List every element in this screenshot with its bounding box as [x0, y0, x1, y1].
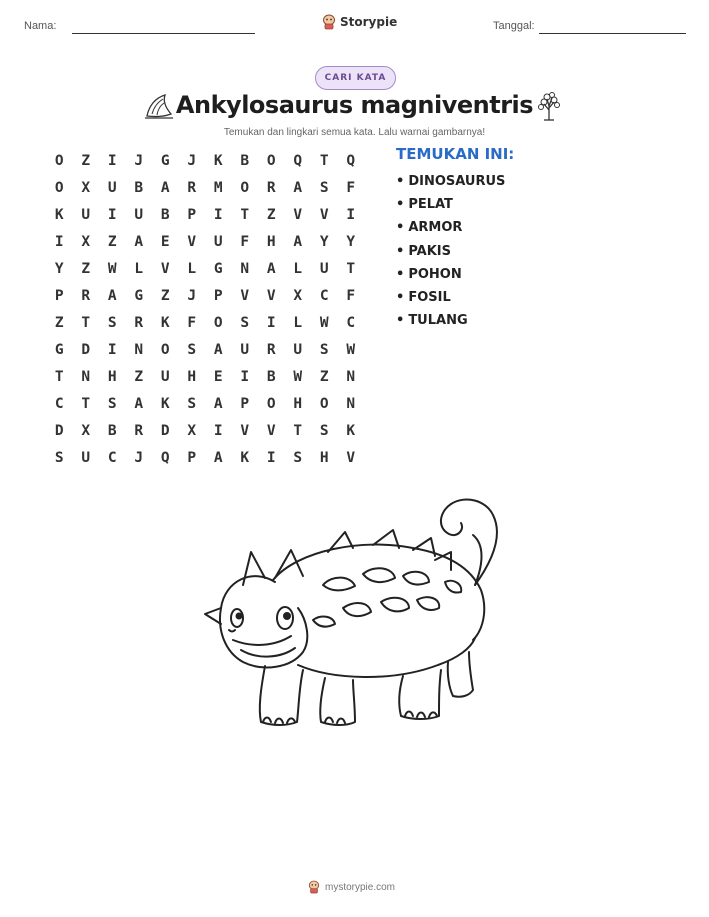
grid-cell: E [213, 368, 223, 385]
grid-cell: U [160, 368, 170, 385]
grid-cell: Z [319, 368, 329, 385]
grid-cell: L [293, 314, 303, 331]
grid-cell: V [293, 206, 303, 223]
word-text: ARMOR [408, 220, 463, 236]
grid-cell: A [134, 395, 144, 412]
grid-cell: C [54, 395, 64, 412]
bullet: • [396, 313, 405, 329]
grid-cell: K [240, 449, 250, 466]
grid-cell: A [213, 395, 223, 412]
bullet: • [396, 290, 405, 306]
grid-cell: S [319, 179, 329, 196]
grid-cell: S [187, 395, 197, 412]
word-list-item [396, 216, 505, 239]
grid-cell: F [346, 179, 356, 196]
grid-cell: F [240, 233, 250, 250]
grid-cell: V [319, 206, 329, 223]
storypie-logo-icon [308, 880, 320, 894]
grid-row [46, 309, 364, 336]
name-line [72, 33, 255, 34]
grid-cell: X [81, 233, 91, 250]
grid-cell: P [54, 287, 64, 304]
brand [322, 14, 397, 30]
word-text: TULANG [408, 313, 468, 329]
grid-cell: A [107, 287, 117, 304]
grid-cell: H [107, 368, 117, 385]
grid-cell: L [134, 260, 144, 277]
grid-cell: O [240, 179, 250, 196]
word-list-item [396, 170, 505, 193]
grid-cell: G [160, 152, 170, 169]
word-list-item [396, 286, 505, 309]
grid-cell: B [160, 206, 170, 223]
grid-cell: D [54, 422, 64, 439]
grid-cell: Z [160, 287, 170, 304]
grid-cell: I [54, 233, 64, 250]
grid-row [46, 201, 364, 228]
grid-cell: N [240, 260, 250, 277]
grid-cell: H [293, 395, 303, 412]
grid-cell: R [266, 341, 276, 358]
grid-cell: A [266, 260, 276, 277]
grid-cell: T [81, 395, 91, 412]
grid-cell: U [81, 449, 91, 466]
grid-cell: R [134, 314, 144, 331]
page-title: Ankylosaurus magniventris [175, 91, 534, 119]
grid-cell: R [187, 179, 197, 196]
grid-cell: W [319, 314, 329, 331]
grid-cell: Z [134, 368, 144, 385]
grid-cell: N [134, 341, 144, 358]
grid-cell: Z [107, 233, 117, 250]
grid-cell: A [134, 233, 144, 250]
grid-cell: J [187, 152, 197, 169]
word-text: POHON [408, 266, 462, 282]
grid-cell: I [107, 206, 117, 223]
grid-row [46, 228, 364, 255]
grid-cell: P [213, 287, 223, 304]
word-search-grid [46, 147, 364, 471]
grid-cell: Z [81, 260, 91, 277]
word-list-title: TEMUKAN INI: [396, 145, 515, 163]
date-label: Tanggal: [493, 20, 535, 32]
instructions: Temukan dan lingkari semua kata. Lalu warnai gambarnya! [223, 127, 486, 138]
grid-cell: I [107, 341, 117, 358]
grid-cell: G [54, 341, 64, 358]
grid-cell: Q [346, 152, 356, 169]
grid-row [46, 147, 364, 174]
date-line [539, 33, 686, 34]
grid-cell: K [54, 206, 64, 223]
grid-cell: Y [54, 260, 64, 277]
grid-cell: T [346, 260, 356, 277]
grid-cell: O [213, 314, 223, 331]
grid-cell: X [81, 422, 91, 439]
word-text: DINOSAURUS [408, 174, 506, 190]
grid-cell: K [213, 152, 223, 169]
grid-cell: N [81, 368, 91, 385]
grid-cell: J [134, 449, 144, 466]
grid-cell: N [346, 368, 356, 385]
grid-cell: O [160, 341, 170, 358]
grid-cell: A [293, 233, 303, 250]
grid-cell: S [187, 341, 197, 358]
grid-cell: N [346, 395, 356, 412]
grid-cell: U [107, 179, 117, 196]
footer-url: mystorypie.com [325, 881, 396, 893]
grid-cell: O [54, 152, 64, 169]
grid-cell: I [346, 206, 356, 223]
storypie-logo-icon [322, 14, 336, 30]
grid-cell: K [160, 395, 170, 412]
grid-cell: P [240, 395, 250, 412]
grid-row [46, 336, 364, 363]
tree-icon [535, 90, 563, 122]
grid-cell: K [160, 314, 170, 331]
grid-cell: U [213, 233, 223, 250]
grid-cell: S [107, 395, 117, 412]
grid-cell: X [293, 287, 303, 304]
grid-cell: Z [54, 314, 64, 331]
grid-cell: Y [319, 233, 329, 250]
grid-cell: F [187, 314, 197, 331]
grid-cell: V [187, 233, 197, 250]
word-text: PELAT [408, 197, 453, 213]
grid-cell: S [54, 449, 64, 466]
grid-cell: U [240, 341, 250, 358]
grid-cell: B [266, 368, 276, 385]
grid-cell: P [187, 449, 197, 466]
grid-cell: G [213, 260, 223, 277]
grid-cell: L [293, 260, 303, 277]
grid-cell: P [187, 206, 197, 223]
word-list-item [396, 193, 505, 216]
grid-cell: O [266, 152, 276, 169]
grid-cell: C [319, 287, 329, 304]
grid-cell: U [81, 206, 91, 223]
grid-cell: S [293, 449, 303, 466]
grid-cell: S [319, 422, 329, 439]
grid-cell: V [346, 449, 356, 466]
bullet: • [396, 220, 405, 236]
bullet: • [396, 197, 405, 213]
grid-cell: B [240, 152, 250, 169]
grid-cell: I [266, 449, 276, 466]
grid-row [46, 255, 364, 282]
grid-cell: A [293, 179, 303, 196]
grid-row [46, 444, 364, 471]
grid-cell: X [81, 179, 91, 196]
grid-cell: V [240, 422, 250, 439]
grid-cell: I [213, 422, 223, 439]
grid-cell: S [107, 314, 117, 331]
name-label: Nama: [24, 20, 57, 32]
grid-cell: H [187, 368, 197, 385]
grid-cell: V [266, 422, 276, 439]
grid-cell: C [346, 314, 356, 331]
grid-cell: G [134, 287, 144, 304]
grid-row [46, 282, 364, 309]
word-list-item [396, 263, 505, 286]
grid-cell: O [319, 395, 329, 412]
grid-cell: J [134, 152, 144, 169]
grid-row [46, 417, 364, 444]
grid-cell: I [240, 368, 250, 385]
grid-cell: V [266, 287, 276, 304]
grid-cell: S [319, 341, 329, 358]
bullet: • [396, 174, 405, 190]
grid-cell: A [160, 179, 170, 196]
word-list [396, 170, 505, 332]
grid-cell: T [293, 422, 303, 439]
grid-cell: W [293, 368, 303, 385]
grid-cell: U [293, 341, 303, 358]
grid-cell: U [319, 260, 329, 277]
ankylosaurus-illustration [203, 490, 508, 735]
grid-cell: J [187, 287, 197, 304]
grid-cell: C [107, 449, 117, 466]
word-text: FOSIL [408, 290, 451, 306]
grid-cell: M [213, 179, 223, 196]
grid-cell: V [160, 260, 170, 277]
grid-cell: D [81, 341, 91, 358]
grid-cell: T [81, 314, 91, 331]
grid-cell: E [160, 233, 170, 250]
grid-cell: R [81, 287, 91, 304]
grid-cell: T [54, 368, 64, 385]
activity-badge: CARI KATA [315, 66, 396, 90]
grid-cell: B [134, 179, 144, 196]
grid-cell: L [187, 260, 197, 277]
grid-cell: Y [346, 233, 356, 250]
footer [308, 880, 395, 894]
grid-cell: I [266, 314, 276, 331]
grid-row [46, 363, 364, 390]
grid-cell: H [266, 233, 276, 250]
bullet: • [396, 243, 405, 259]
grid-row [46, 174, 364, 201]
grid-cell: W [346, 341, 356, 358]
grid-cell: R [134, 422, 144, 439]
bullet: • [396, 266, 405, 282]
grid-cell: Z [81, 152, 91, 169]
grid-cell: Q [160, 449, 170, 466]
grid-cell: H [319, 449, 329, 466]
grid-cell: O [54, 179, 64, 196]
word-list-item [396, 309, 505, 332]
word-list-item [396, 240, 505, 263]
grid-cell: A [213, 449, 223, 466]
grid-cell: O [266, 395, 276, 412]
grid-cell: S [240, 314, 250, 331]
grid-cell: T [240, 206, 250, 223]
grid-cell: R [266, 179, 276, 196]
grid-cell: V [240, 287, 250, 304]
grid-cell: K [346, 422, 356, 439]
word-text: PAKIS [408, 243, 451, 259]
grid-cell: T [319, 152, 329, 169]
grid-cell: X [187, 422, 197, 439]
grid-cell: A [213, 341, 223, 358]
grid-cell: F [346, 287, 356, 304]
grid-cell: U [134, 206, 144, 223]
grid-cell: I [107, 152, 117, 169]
grid-cell: W [107, 260, 117, 277]
grid-cell: B [107, 422, 117, 439]
grid-cell: Q [293, 152, 303, 169]
grid-cell: Z [266, 206, 276, 223]
grid-cell: I [213, 206, 223, 223]
grid-row [46, 390, 364, 417]
grid-cell: D [160, 422, 170, 439]
brand-name: Storypie [340, 15, 398, 29]
